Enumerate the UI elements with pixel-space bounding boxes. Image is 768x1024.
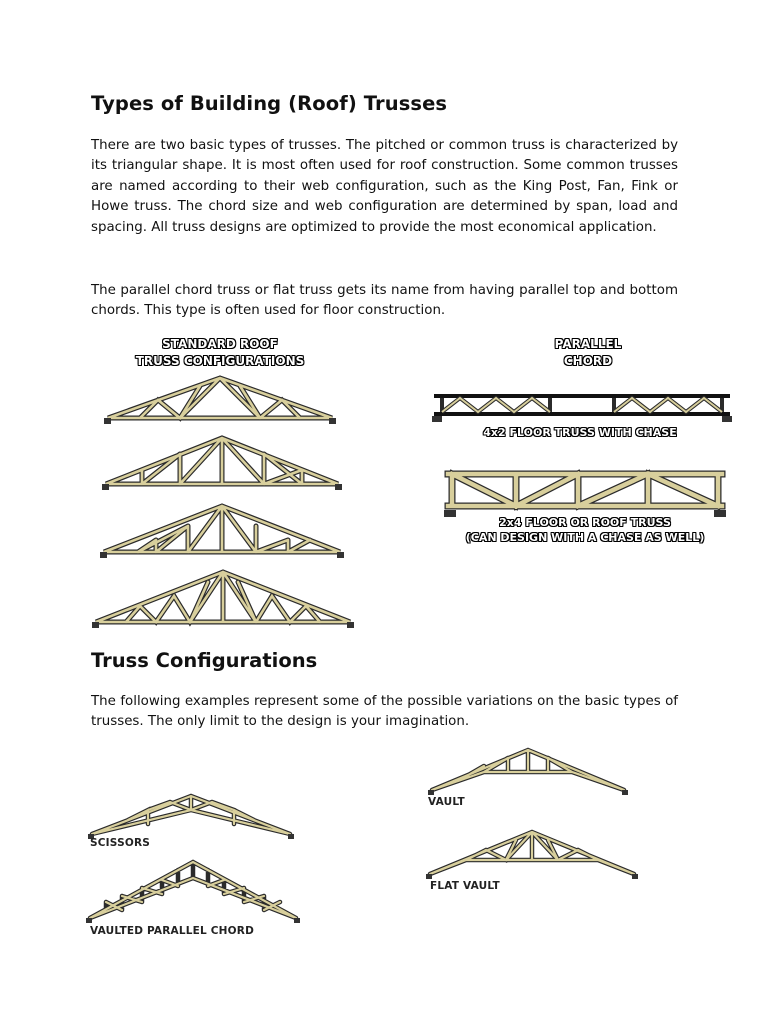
fan-truss-diagram: [98, 500, 346, 560]
vault-truss-diagram: [428, 744, 628, 796]
parallel-chord-paragraph: The parallel chord truss or flat truss gets its name from having parallel top and bottom chords. This type is often used for floor construction.: [91, 283, 678, 319]
parallel-heading-line1: PARALLEL: [554, 337, 622, 351]
page-title: Types of Building (Roof) Trusses: [91, 92, 448, 115]
flat-vault-truss-diagram: [426, 826, 638, 880]
floor-truss-caption: 4x2 FLOOR TRUSS WITH CHASE: [483, 426, 677, 439]
howe-truss-diagram: [100, 432, 344, 492]
scissors-label: SCISSORS: [90, 837, 151, 849]
roof-truss-caption: [420, 515, 750, 545]
parallel-chord-heading: [528, 336, 648, 370]
scissors-truss-diagram: [88, 790, 294, 840]
vaulted-parallel-chord-label: VAULTED PARALLEL CHORD: [90, 925, 254, 937]
double-fink-truss-diagram: [90, 566, 356, 630]
fink-truss-diagram: [100, 372, 340, 426]
standard-heading-line2: TRUSS CONFIGURATIONS: [135, 354, 305, 368]
standard-heading-line1: STANDARD ROOF: [162, 337, 278, 351]
parallel-heading-line2: CHORD: [563, 354, 613, 368]
floor-truss-with-chase-diagram: [430, 390, 734, 424]
standard-roof-heading: [120, 336, 320, 370]
floor-or-roof-truss-diagram: [442, 466, 728, 518]
vaulted-parallel-chord-truss-diagram: [86, 856, 300, 924]
configurations-paragraph: The following examples represent some of the possible variations on the basic types of trusses. The only limit to the design is your imagination.: [91, 694, 678, 730]
intro-paragraph: There are two basic types of trusses. The pitched or common truss is characterized by its triangular shape. It is most often used for roof construction. Some common trusses are named according to their web configuration, such as the King Post, Fan, Fink or Howe truss. The chord size and web configuration are determined by span, load and spacing. All truss designs are optimized to provide the most economical application.: [91, 138, 678, 235]
roof-truss-caption-line1: 2x4 FLOOR OR ROOF TRUSS: [499, 516, 671, 529]
section-title-truss-configurations: Truss Configurations: [91, 649, 318, 672]
flat-vault-label: FLAT VAULT: [430, 880, 500, 892]
roof-truss-caption-line2: (CAN DESIGN WITH A CHASE AS WELL): [465, 531, 705, 544]
vault-label: VAULT: [428, 796, 465, 808]
